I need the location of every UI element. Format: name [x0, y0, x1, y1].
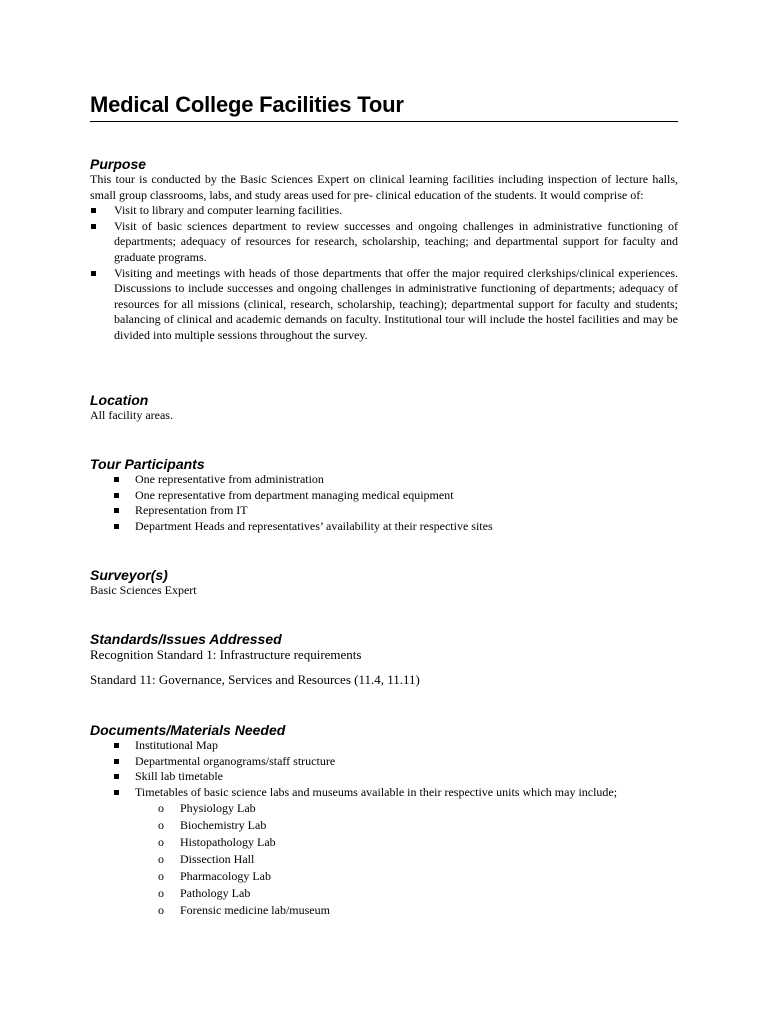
sublist-item: o Pharmacology Lab: [90, 868, 678, 885]
sublist-item: o Dissection Hall: [90, 851, 678, 868]
surveyors-section: [90, 567, 678, 599]
location-section: [90, 392, 678, 424]
purpose-section: [90, 156, 678, 344]
list-item: Representation from IT: [90, 503, 678, 519]
list-item: Institutional Map: [90, 738, 678, 754]
sublist-item: o Forensic medicine lab/museum: [90, 902, 678, 919]
list-item: Skill lab timetable: [90, 769, 678, 785]
standards-line-2: Standard 11: Governance, Services and Resources (11.4, 11.11): [90, 672, 420, 687]
participants-section: [90, 456, 678, 534]
standards-heading: Standards/Issues Addressed: [90, 631, 282, 647]
purpose-heading: Purpose: [90, 156, 147, 172]
list-item: Timetables of basic science labs and museums available in their respective units which may include;: [90, 785, 678, 801]
document-page: [90, 0, 678, 1024]
participants-list: [90, 472, 678, 534]
purpose-intro: This tour is conducted by the Basic Sciences Expert on clinical learning facilities including inspection of lecture halls, small group classrooms, labs, and study areas used for pre- clinical education of the students. It would comprise of:: [90, 172, 678, 202]
list-item: Visit of basic sciences department to review successes and ongoing challenges in administrative functioning of departments; adequacy of resources for research, scholarship, teaching; and departmental support for faculty and graduate programs.: [90, 219, 678, 266]
document-title: Medical College Facilities Tour: [90, 90, 678, 122]
location-text: All facility areas.: [90, 408, 173, 422]
participants-heading: Tour Participants: [90, 456, 205, 472]
lab-sublist: [90, 800, 678, 918]
standards-line-1: Recognition Standard 1: Infrastructure requirements: [90, 647, 362, 662]
sublist-item: o Biochemistry Lab: [90, 817, 678, 834]
documents-section: [90, 722, 678, 919]
list-item: One representative from administration: [90, 472, 678, 488]
purpose-list: [90, 203, 678, 343]
sublist-item: o Histopathology Lab: [90, 834, 678, 851]
surveyors-heading: Surveyor(s): [90, 567, 168, 583]
list-item: Departmental organograms/staff structure: [90, 754, 678, 770]
sublist-item: o Physiology Lab: [90, 800, 678, 817]
list-item: Department Heads and representatives’ availability at their respective sites: [90, 519, 678, 535]
documents-heading: Documents/Materials Needed: [90, 722, 286, 738]
list-item: Visit to library and computer learning facilities.: [90, 203, 678, 219]
location-heading: Location: [90, 392, 149, 408]
list-item: One representative from department managing medical equipment: [90, 488, 678, 504]
documents-list: [90, 738, 678, 800]
surveyors-text: Basic Sciences Expert: [90, 583, 197, 597]
list-item: Visiting and meetings with heads of those departments that offer the major required clerkships/clinical experiences. Discussions to include successes and ongoing challenges in administrative functioning of departments; adequacy of resources for all missions (clinical, research, scholarship, teaching); departmental support for faculty and students; balancing of clinical and academic demands on faculty. Institutional tour will include the hostel facilities and may be divided into multiple sessions throughout the survey.: [90, 266, 678, 344]
sublist-item: o Pathology Lab: [90, 885, 678, 902]
standards-section: [90, 631, 678, 688]
